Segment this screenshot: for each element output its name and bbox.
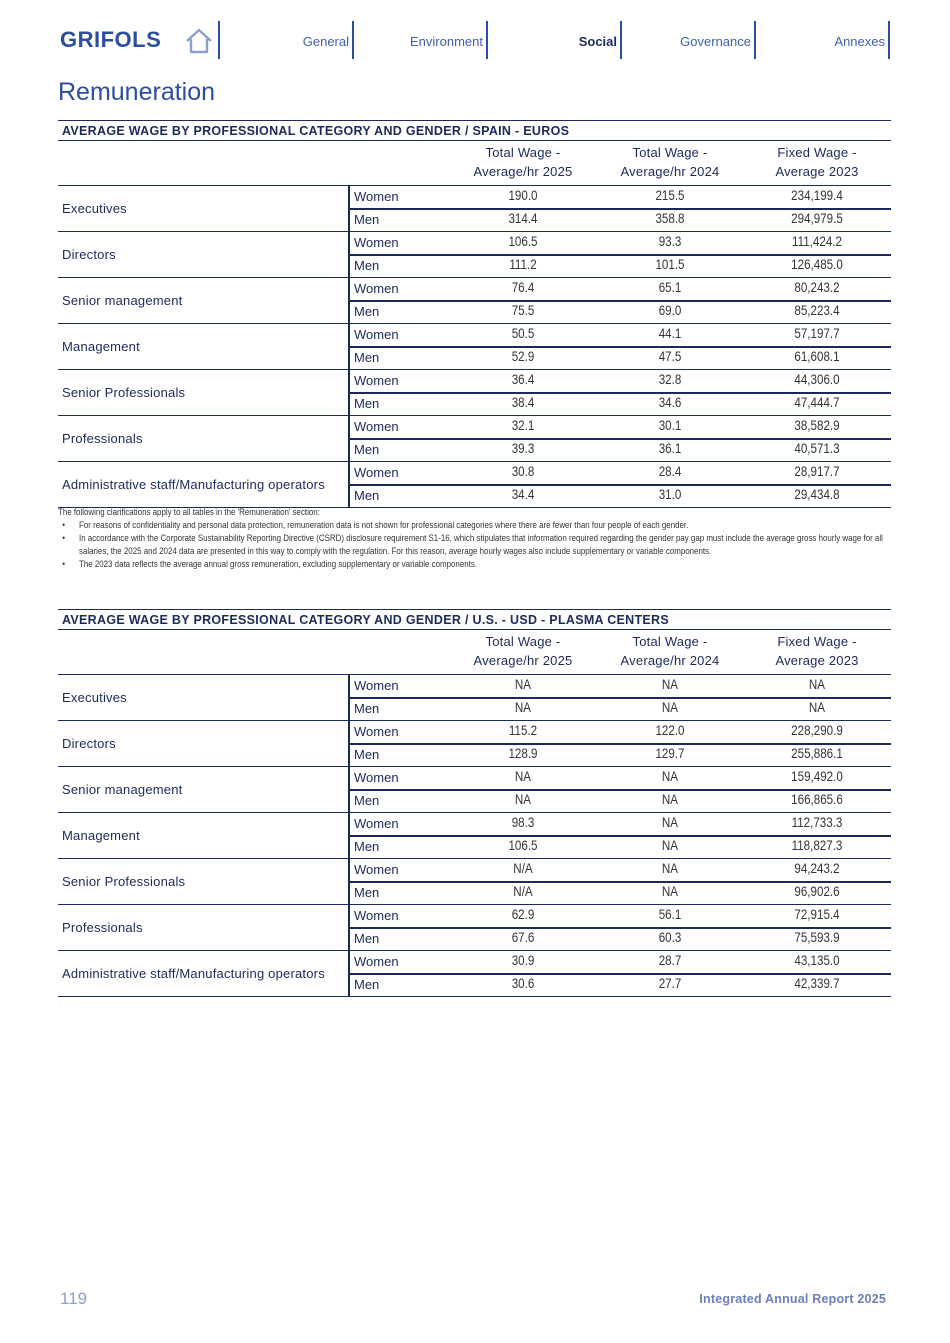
table-row [350,836,891,858]
value-cell: 80,243.2 [794,280,840,295]
table-row [350,767,891,789]
category-group [58,675,891,721]
category-label: Senior Professionals [62,385,186,400]
table-row [350,186,891,208]
gender-label: Women [354,816,399,831]
value-cell: 76.4 [511,280,535,295]
column-header: Total Wage - Average/hr 2025 [473,634,573,668]
value-cell: NA [661,769,679,784]
value-cell: 96,902.6 [794,884,840,899]
value-cell: 98.3 [511,815,535,830]
value-cell: 75,593.9 [794,930,840,945]
value-cell: 39.3 [511,441,535,456]
value-cell: 115.2 [508,723,538,738]
category-label: Senior Professionals [62,874,186,889]
value-cell: 42,339.7 [794,976,840,991]
gender-label: Men [354,747,380,762]
category-label: Administrative staff/Manufacturing operators [62,966,325,981]
gender-label: Men [354,701,380,716]
value-cell: 94,243.2 [794,861,840,876]
table-row [350,278,891,300]
value-cell: NA [661,861,679,876]
nav-divider [218,21,220,59]
table-notes [58,506,888,571]
value-cell: 314.4 [508,211,538,226]
gender-label: Women [354,908,399,923]
value-cell: 38,582.9 [794,418,840,433]
category-group [58,232,891,278]
value-cell: 30.8 [511,464,535,479]
gender-label: Men [354,839,380,854]
table-row [350,232,891,254]
table-row [350,790,891,812]
value-cell: 47,444.7 [794,395,840,410]
value-cell: NA [661,815,679,830]
category-group [58,905,891,951]
value-cell: NA [808,700,826,715]
value-cell: 27.7 [658,976,682,991]
note-item: • For reasons of confidentiality and personal data protection, remuneration data is not shown for professional categories where there are fewer than four people of each gender. [79,519,889,532]
table-row [350,462,891,484]
value-cell: 30.1 [658,418,682,433]
value-cell: NA [514,792,532,807]
value-cell: 358.8 [655,211,685,226]
column-header: Total Wage - Average/hr 2024 [620,634,720,668]
category-label: Directors [62,736,116,751]
table-row [350,744,891,766]
note-item: • The 2023 data reflects the average annual gross remuneration, excluding supplementary or variable components. [79,558,889,571]
value-cell: 69.0 [658,303,682,318]
category-label: Senior management [62,293,183,308]
table-row [350,209,891,231]
value-cell: 32.1 [511,418,535,433]
gender-label: Women [354,373,399,388]
gender-label: Women [354,954,399,969]
gender-label: Men [354,350,380,365]
column-header: Total Wage - Average/hr 2025 [473,145,573,179]
table-row [350,951,891,973]
value-cell: 106.5 [508,838,538,853]
value-cell: 44.1 [658,326,682,341]
table-row [350,324,891,346]
category-group [58,416,891,462]
table-row [350,485,891,507]
table-row [350,439,891,461]
value-cell: 72,915.4 [794,907,840,922]
nav-tab-environment[interactable]: Environment [410,34,483,49]
value-cell: 255,886.1 [791,746,843,761]
value-cell: NA [661,700,679,715]
table-row [350,416,891,438]
value-cell: 38.4 [511,395,535,410]
gender-label: Women [354,862,399,877]
category-group [58,370,891,416]
category-label: Executives [62,201,127,216]
category-label: Management [62,828,140,843]
gender-label: Men [354,212,380,227]
table-row [350,882,891,904]
gender-label: Men [354,396,380,411]
gender-label: Men [354,931,380,946]
note-item: • In accordance with the Corporate Sustainability Reporting Directive (CSRD) disclosure requirement S1-16, which stipulates that information required regarding the gender pay gap must include the average gross hourly wage for all salaries, the 2025 and 2024 data are presented in this way to comply with the regulation. For this reason, average hourly wages also include supplementary or variable components. [79,532,889,558]
gender-label: Women [354,327,399,342]
column-header: Total Wage - Average/hr 2024 [620,145,720,179]
gender-label: Women [354,465,399,480]
value-cell: 29,434.8 [794,487,840,502]
home-icon[interactable] [184,27,214,55]
table-row [350,859,891,881]
nav-tab-social[interactable]: Social [578,34,617,49]
table-row [350,974,891,996]
table-header [58,630,891,675]
nav-divider [888,21,890,59]
page-number: 119 [60,1289,88,1308]
value-cell: 228,290.9 [791,723,843,738]
value-cell: NA [514,677,532,692]
value-cell: 44,306.0 [794,372,840,387]
nav-divider [754,21,756,59]
category-label: Professionals [62,431,143,446]
gender-label: Men [354,977,380,992]
column-header: Fixed Wage - Average 2023 [775,634,859,668]
column-header: Fixed Wage - Average 2023 [775,145,859,179]
us-plasma-wage-table [58,609,891,997]
value-cell: 93.3 [658,234,682,249]
nav-tab-governance[interactable]: Governance [680,34,751,49]
nav-divider [620,21,622,59]
value-cell: 294,979.5 [791,211,843,226]
value-cell: 106.5 [508,234,538,249]
value-cell: 61,608.1 [794,349,840,364]
value-cell: 28,917.7 [794,464,840,479]
value-cell: 34.6 [658,395,682,410]
table-row [350,255,891,277]
value-cell: 215.5 [655,188,685,203]
value-cell: 31.0 [658,487,682,502]
value-cell: 65.1 [658,280,682,295]
value-cell: 28.4 [658,464,682,479]
category-group [58,721,891,767]
table-title: AVERAGE WAGE BY PROFESSIONAL CATEGORY AND GENDER / U.S. - USD - PLASMA CENTERS [58,609,891,630]
gender-label: Men [354,488,380,503]
value-cell: NA [661,677,679,692]
table-row [350,813,891,835]
gender-label: Women [354,724,399,739]
value-cell: 43,135.0 [794,953,840,968]
value-cell: 34.4 [511,487,535,502]
table-row [350,370,891,392]
value-cell: 166,865.6 [791,792,843,807]
value-cell: 126,485.0 [791,257,843,272]
value-cell: 128.9 [508,746,538,761]
value-cell: 57,197.7 [794,326,840,341]
gender-label: Women [354,770,399,785]
gender-label: Men [354,442,380,457]
table-row [350,301,891,323]
category-label: Senior management [62,782,183,797]
value-cell: N/A [513,884,533,899]
gender-label: Men [354,885,380,900]
value-cell: NA [661,884,679,899]
category-group [58,462,891,508]
value-cell: NA [514,700,532,715]
value-cell: NA [808,677,826,692]
table-row [350,928,891,950]
gender-label: Women [354,419,399,434]
gender-label: Women [354,189,399,204]
value-cell: 122.0 [655,723,685,738]
page-title: Remuneration [58,78,216,106]
notes-intro: The following clarifications apply to all tables in the 'Remuneration' section: [58,507,320,517]
category-group [58,951,891,997]
gender-label: Women [354,281,399,296]
nav-divider [486,21,488,59]
table-row [350,675,891,697]
table-row [350,721,891,743]
category-group [58,278,891,324]
gender-label: Men [354,793,380,808]
value-cell: N/A [513,861,533,876]
value-cell: 67.6 [511,930,535,945]
value-cell: 60.3 [658,930,682,945]
category-group [58,767,891,813]
category-group [58,324,891,370]
category-group [58,859,891,905]
grifols-logo[interactable]: GRIFOLS [60,27,162,52]
table-title: AVERAGE WAGE BY PROFESSIONAL CATEGORY AND GENDER / SPAIN - EUROS [58,120,891,141]
value-cell: 36.1 [658,441,682,456]
table-row [350,393,891,415]
value-cell: 101.5 [655,257,685,272]
value-cell: 234,199.4 [791,188,843,203]
value-cell: NA [661,792,679,807]
value-cell: 190.0 [508,188,538,203]
value-cell: 50.5 [511,326,535,341]
value-cell: 52.9 [511,349,535,364]
category-label: Executives [62,690,127,705]
category-label: Professionals [62,920,143,935]
nav-divider [352,21,354,59]
category-group [58,813,891,859]
nav-tab-annexes[interactable]: Annexes [834,34,885,49]
value-cell: 75.5 [511,303,535,318]
value-cell: 30.9 [511,953,535,968]
value-cell: 47.5 [658,349,682,364]
value-cell: 30.6 [511,976,535,991]
nav-tab-general[interactable]: General [302,34,349,49]
value-cell: 129.7 [655,746,685,761]
spain-wage-table [58,120,891,508]
value-cell: 118,827.3 [791,838,843,853]
category-group [58,186,891,232]
value-cell: 159,492.0 [791,769,843,784]
gender-label: Men [354,304,380,319]
value-cell: 28.7 [658,953,682,968]
table-row [350,347,891,369]
value-cell: 111.2 [509,257,537,272]
value-cell: 40,571.3 [794,441,840,456]
value-cell: 36.4 [511,372,535,387]
table-row [350,905,891,927]
category-label: Management [62,339,140,354]
category-label: Administrative staff/Manufacturing operators [62,477,325,492]
value-cell: 111,424.2 [792,234,842,249]
report-name: Integrated Annual Report 2025 [699,1292,886,1306]
value-cell: 62.9 [511,907,535,922]
gender-label: Women [354,235,399,250]
value-cell: 32.8 [658,372,682,387]
category-label: Directors [62,247,116,262]
gender-label: Women [354,678,399,693]
value-cell: 85,223.4 [794,303,840,318]
value-cell: NA [514,769,532,784]
gender-label: Men [354,258,380,273]
value-cell: NA [661,838,679,853]
table-row [350,698,891,720]
value-cell: 112,733.3 [791,815,843,830]
value-cell: 56.1 [658,907,682,922]
table-header [58,141,891,186]
